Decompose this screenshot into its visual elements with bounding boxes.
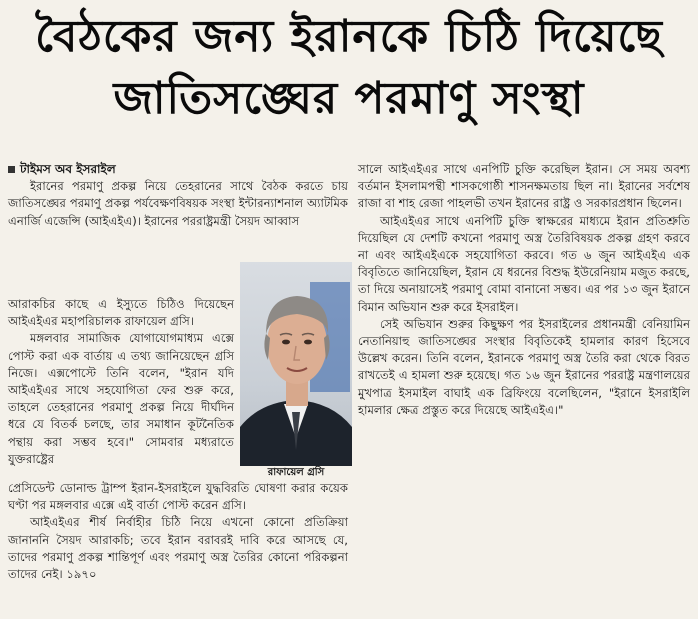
article-column-left-bottom xyxy=(8,480,348,583)
headline-line-1: বৈঠকের জন্য ইরানকে চিঠি দিয়েছে xyxy=(35,11,663,62)
paragraph: সালে আইএইএর সাথে এনপিটি চুক্তি করেছিল ইরান। সে সময় অবশ্য বর্তমান ইসলামপন্থী শাসকগোষ্ঠী শাসনক্ষমতায় ছিল না। ইরানের সর্বশেষ রাজা বা শাহ রেজা পাহলভী তখন ইরানের রাষ্ট্র ও সরকারপ্রধান ছিলেন। xyxy=(358,162,690,211)
portrait-photo xyxy=(240,262,352,466)
paragraph: সেই অভিযান শুরুর কিছুক্ষণ পর ইসরাইলের প্রধানমন্ত্রী বেনিয়ামিন নেতানিয়াহু জাতিসঙ্ঘের সংস্থার বিবৃতিকেই হামলার কারণ হিসেবে উল্লেখ করেন। তিনি বলেন, ইরানকে পরমাণু অস্ত্র তৈরি করা থেকে বিরত রাখতেই এ হামলা শুরু হয়েছে। গত ১৬ জুন ইরানের পররাষ্ট্র মন্ত্রণালয়ের মুখপাত্র ইসমাইল বাঘাই এক ব্রিফিংয়ে বলেছিলেন, "ইরানে ইসরাইলি হামলার ক্ষেত্র প্রস্তুত করে দিয়েছে আইএইএ।" xyxy=(358,316,690,417)
paragraph: ইরানের পরমাণু প্রকল্প নিয়ে তেহরানের সাথে বৈঠক করতে চায় জাতিসঙ্ঘের পরমাণু প্রকল্প পর্যবেক্ষণবিষয়ক সংস্থা ইন্টারন্যাশনাল অ্যাটমিক এনার্জি এজেন্সি (আইএইএ)। ইরানের পররাষ্ট্রমন্ত্রী সৈয়দ আব্বাস xyxy=(8,179,348,228)
paragraph: মঙ্গলবার সামাজিক যোগাযোগমাধ্যম এক্সে পোস্ট করা এক বার্তায় এ তথ্য জানিয়েছেন গ্রসি নিজে। এক্সপোস্টে তিনি বলেন, "ইরান যদি আইএইএর সাথে সহযোগিতা ফের শুরু করে, তাহলে তেহরানের পরমাণু প্রকল্প নিয়ে দীর্ঘদিন ধরে যে বিতর্ক চলছে, তার সমাধান কূটনৈতিক পন্থায় করা সম্ভব হবে।" সোমবার মধ্যরাতে যুক্তরাষ্ট্রের xyxy=(8,331,234,466)
article-column-left-mid xyxy=(8,296,234,468)
paragraph: আরাকচির কাছে এ ইস্যুতে চিঠিও দিয়েছেন আইএইএর মহাপরিচালক রাফায়েল গ্রসি। xyxy=(8,297,234,329)
paragraph: আইএইএর শীর্ষ নির্বাহীর চিঠি নিয়ে এখনো কোনো প্রতিক্রিয়া জানাননি সৈয়দ আরাকচি; তবে ইরান বরাবরই দাবি করে আসছে যে, তাদের পরমাণু প্রকল্প শান্তিপূর্ণ এবং পরমাণু অস্ত্র তৈরির কোনো পরিকল্পনা তাদের নেই। ১৯৭০ xyxy=(8,515,348,582)
byline-text: টাইমস অব ইসরাইল xyxy=(20,162,116,176)
photo-caption: রাফায়েল গ্রসি xyxy=(267,467,325,478)
bullet-square-icon xyxy=(8,166,15,173)
byline xyxy=(8,161,348,178)
article-column-right xyxy=(358,161,690,419)
paragraph: প্রেসিডেন্ট ডোনাল্ড ট্রাম্প ইরান-ইসরাইলে যুদ্ধবিরতি ঘোষণা করার কয়েক ঘণ্টা পর মঙ্গলবার এক্সে এই বার্তা পোস্ট করেন গ্রসি। xyxy=(8,481,348,513)
paragraph: আইএইএর সাথে এনপিটি চুক্তি স্বাক্ষরের মাধ্যমে ইরান প্রতিশ্রুতি দিয়েছিল যে দেশটি কখনো পরমাণু অস্ত্র তৈরিবিষয়ক প্রকল্প গ্রহণ করবে না এবং আইএইএকে সহযোগিতা করবে। গত ৬ জুন আইএইএ এক বিবৃতিতে জানিয়েছিল, ইরান যে ধরনের বিশুদ্ধ ইউরেনিয়াম মজুত করছে, তা দিয়ে অনায়াসেই পরমাণু বোমা বানানো সম্ভব। এর পর ১৩ জুন ইরানে বিমান অভিযান শুরু করে ইসরাইল। xyxy=(358,213,690,314)
headline xyxy=(0,6,698,130)
portrait-illustration xyxy=(240,262,352,466)
headline-line-2: জাতিসঙ্ঘের পরমাণু সংস্থা xyxy=(113,73,585,124)
article-column-left-top xyxy=(8,161,348,230)
